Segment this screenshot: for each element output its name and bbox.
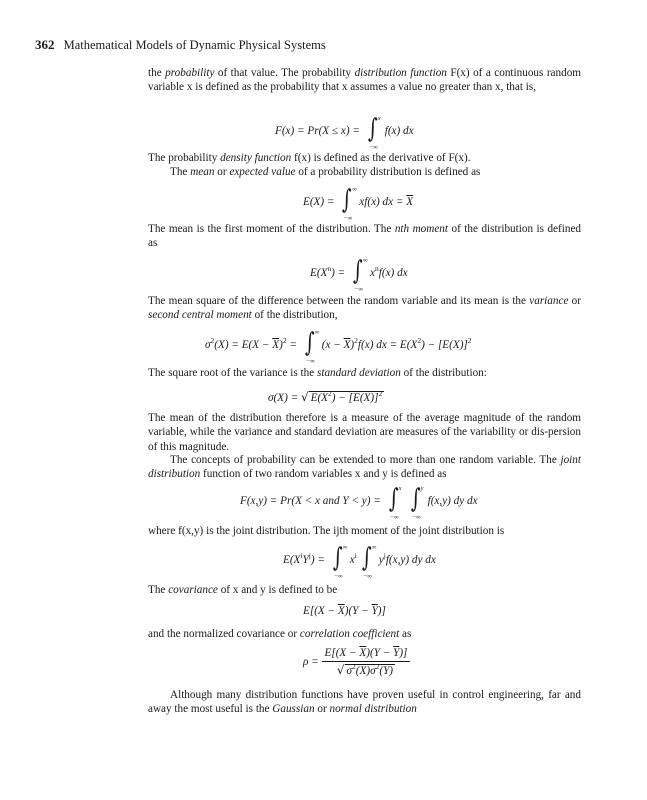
- paragraph-mean: The mean or expected value of a probability distribution is defined as: [170, 166, 481, 178]
- equation-joint-moment: $E(X^iY^j)$ = ∫ ∞ −∞ $x^i$ ∫ ∞ −∞ $y^jf(x,y)$ dy dx: [283, 543, 436, 581]
- equation-standard-deviation: σ(X) = √ $E(X^2) - [E(X)]^2$: [268, 389, 383, 404]
- term-distribution-function: distribution function: [354, 67, 447, 79]
- term-correlation-coefficient: correlation coefficient: [299, 628, 400, 640]
- integral-sign: ∫ ∞ −∞: [352, 256, 368, 294]
- equation-variance: $\sigma^2(X) = E(X - \overline{X})^2$ = ∫ ∞ −∞ $(x - \overline{X})^2f(x)$ dx = $E(X^2) - [E(X)]^2$: [205, 328, 472, 366]
- paragraph-density-function: The probability density function f(x) is defined as the derivative of F(x).: [148, 152, 471, 164]
- page-number: 362: [35, 37, 55, 52]
- running-title: Mathematical Models of Dynamic Physical Systems: [63, 38, 326, 52]
- paragraph-nth-moment: The mean is the first moment of the distribution. The nth moment of the distribution is defined as: [148, 223, 582, 250]
- square-root: √ $E(X^2) - [E(X)]^2$: [300, 389, 383, 404]
- term-density-function: density function: [220, 152, 292, 164]
- term-nth-moment: nth moment: [394, 223, 449, 235]
- paragraph-ij-moment: where f(x,y) is the joint distribution. The ijth moment of the joint distribution is: [148, 525, 505, 537]
- paragraph-standard-deviation: The square root of the variance is the standard deviation of the distribution:: [148, 367, 487, 379]
- equation-covariance: $E[(X - \overline{X})(Y - \overline{Y})]$: [303, 605, 386, 617]
- paragraph-joint-distribution: The concepts of probability can be extended to more than one random variable. The joint distribution function of two random variables x and y is defined as: [148, 454, 581, 481]
- term-standard-deviation: standard deviation: [317, 367, 401, 379]
- paragraph-distribution-function: the probability of that value. The probability distribution function F(x) of a continuous random variable x is defined as the probability that x assumes a value no greater than x, that is,: [148, 67, 581, 94]
- paragraph-covariance: The covariance of x and y is defined to be: [148, 584, 338, 596]
- equation-expected-value: E(X) = ∫ ∞ −∞ xf(x) dx = $\overline{X}$: [303, 185, 414, 223]
- term-mean: mean: [190, 166, 215, 178]
- term-covariance: covariance: [168, 584, 218, 596]
- term-second-central-moment: second central moment: [148, 309, 252, 322]
- integral-sign: ∫ ∞ −∞: [361, 543, 377, 581]
- term-probability: probability: [165, 67, 215, 79]
- term-normal-distribution: normal distribution: [329, 703, 417, 716]
- term-variance: variance: [529, 295, 569, 307]
- paragraph-mean-summary: The mean of the distribution therefore is a measure of the average magnitude of the random variable, while the variance and standard deviation are measures of the variability or dis-persion of this magnitude.: [148, 412, 581, 453]
- integral-sign: ∫ ∞ −∞: [342, 185, 357, 223]
- integral-sign: ∫ ∞ −∞: [332, 543, 348, 581]
- fraction: $\frac{E[(X - \overline{X})(Y - \overline{Y})]}{√ \sigma^2(X)\sigma^2(Y)}$: [322, 646, 411, 678]
- term-expected-value: expected value: [229, 166, 296, 178]
- integral-sign: ∫ x −∞: [388, 484, 402, 522]
- term-gaussian: Gaussian: [272, 703, 315, 716]
- paragraph-gaussian: Although many distribution functions have proven useful in control engineering, far and away the most useful is the Gaussian or normal distribution: [148, 689, 581, 716]
- paragraph-correlation-coefficient: and the normalized covariance or correlation coefficient as: [148, 628, 412, 640]
- term-joint-distribution: joint distribution: [148, 454, 581, 481]
- equation-joint-distribution: F(x,y) = Pr(X < x and Y < y) = ∫ x −∞ ∫ y −∞ f(x,y) dy dx: [240, 484, 478, 522]
- integral-sign: ∫ ∞ −∞: [304, 328, 320, 366]
- integral-sign: ∫ x −∞: [367, 114, 381, 152]
- equation-correlation-coefficient: ρ = $\frac{E[(X - \overline{X})(Y - \overline{Y})]}{√ \sigma^2(X)\sigma^2(Y)}$: [303, 646, 410, 678]
- equation-nth-moment: $E(X^n)$ = ∫ ∞ −∞ $x^nf(x)$ dx: [310, 256, 408, 294]
- running-header: [35, 37, 326, 53]
- paragraph-variance: The mean square of the difference between the random variable and its mean is the variance or second central moment of the distribution,: [148, 295, 581, 322]
- integral-sign: ∫ y −∞: [410, 484, 424, 522]
- equation-distribution-function: F(x) = Pr(X ≤ x) = ∫ x −∞ f(x) dx: [275, 114, 414, 152]
